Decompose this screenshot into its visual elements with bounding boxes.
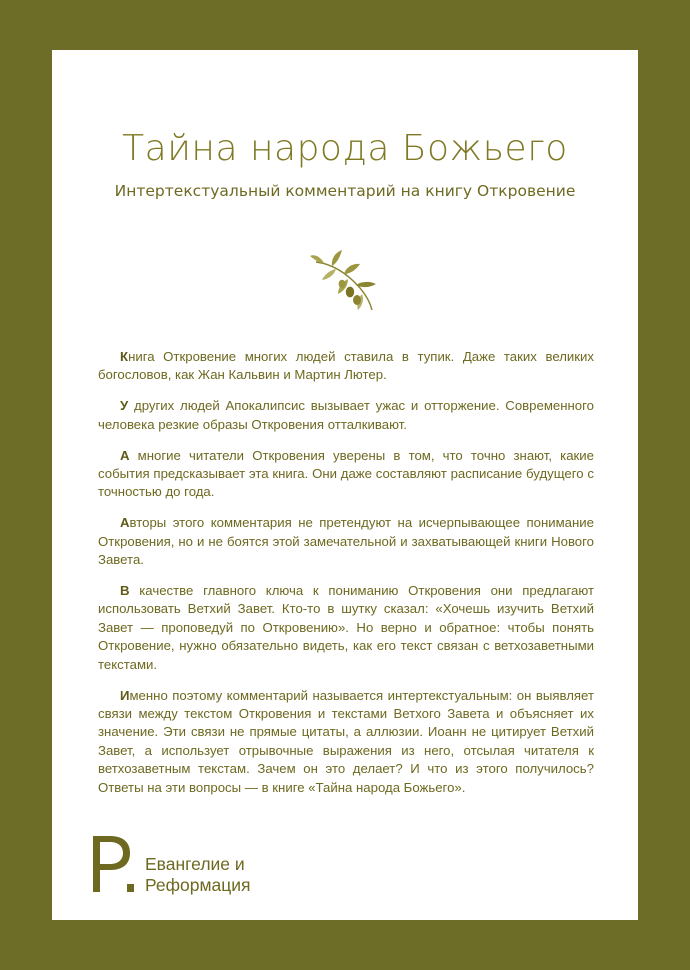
book-subtitle: Интертекстуальный комментарий на книгу Откровение — [114, 182, 576, 200]
publisher-logo — [90, 834, 290, 898]
paragraph-3: А многие читатели Откровения уверены в том, что точно знают, какие события предсказывает эта книга. Они даже составляют расписание будущего с точностью до года. — [98, 447, 594, 500]
olive-branch-icon — [310, 248, 380, 314]
book-title: Тайна народа Божьего — [122, 128, 568, 169]
publisher-logo-icon — [90, 834, 138, 896]
publisher-name-line1: Евангелие и — [145, 854, 245, 874]
paragraph-2: У других людей Апокалипсис вызывает ужас и отторжение. Современного человека резкие образы Откровения отталкивают. — [98, 398, 594, 432]
description-text — [98, 348, 594, 810]
publisher-name — [145, 854, 251, 896]
paragraph-4: Авторы этого комментария не претендуют на исчерпывающее понимание Откровения, но и не боятся этой замечательной и захватывающей книги Нового Завета. — [98, 515, 594, 568]
publisher-name-line2: Реформация — [145, 875, 251, 895]
paragraph-5: В качестве главного ключа к пониманию Откровения они предлагают использовать Ветхий Завет. Кто-то в шутку сказал: «Хочешь изучить Ветхий Завет — проповедуй по Откровению». Но верно и обратное: чтобы понять Откровение, нужно обязательно видеть, как его текст связан с ветхозаветными текстами. — [98, 583, 594, 672]
paragraph-1: Книга Откровение многих людей ставила в тупик. Даже таких великих богословов, как Жан Кальвин и Мартин Лютер. — [98, 349, 594, 383]
paragraph-6: Именно поэтому комментарий называется интертекстуальным: он выявляет связи между текстом Откровения и текстами Ветхого Завета и объясняет их значение. Эти связи не прямые цитаты, а аллюзии. Иоанн не цитирует Ветхий Завет, а использует отрывочные выражения из него, отсылая читателя к ветхозаветным текстам. Зачем он это делает? И что из этого получилось? Ответы на эти вопросы — в книге «Тайна народа Божьего». — [98, 687, 594, 795]
back-cover — [52, 50, 638, 920]
